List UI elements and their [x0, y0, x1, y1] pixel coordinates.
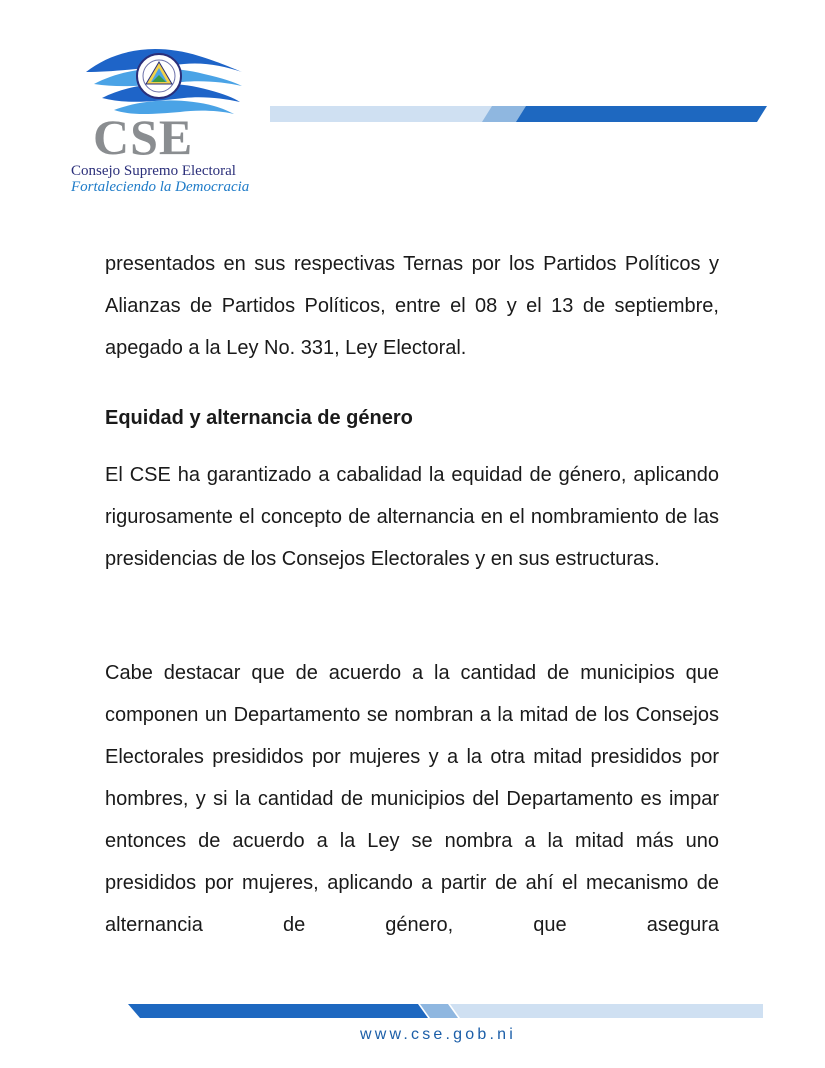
- footer-stripe: [128, 1004, 763, 1018]
- section-heading: Equidad y alternancia de género: [105, 407, 413, 429]
- logo-acronym: CSE: [93, 109, 194, 165]
- paragraph-ternas: presentados en sus respectivas Ternas por los Partidos Políticos y Alianzas de Partidos Políticos, entre el 08 y el 13 de septiembre, apegado a la Ley No. 331, Ley Electoral.: [105, 253, 719, 359]
- logo-organization-name: Consejo Supremo Electoral: [71, 163, 236, 179]
- website-url[interactable]: www.cse.gob.ni: [360, 1026, 516, 1043]
- logo-slogan: Fortaleciendo la Democracia: [71, 179, 250, 195]
- header-stripe: [270, 106, 767, 122]
- cse-logo: [66, 42, 250, 202]
- paragraph-equidad: El CSE ha garantizado a cabalidad la equidad de género, aplicando rigurosamente el concepto de alternancia en el nombramiento de las presidencias de los Consejos Electorales y en sus estructuras.: [105, 464, 719, 570]
- paragraph-alternancia: Cabe destacar que de acuerdo a la cantidad de municipios que componen un Departamento se nombran a la mitad de los Consejos Electorales presididos por mujeres y a la otra mitad presididos por hombres, y si la cantidad de municipios del Departamento es impar entonces de acuerdo a la Ley se nombra a la mitad más uno presididos por mujeres, aplicando a partir de ahí el mecanismo de alternancia de género, que asegura: [105, 662, 719, 936]
